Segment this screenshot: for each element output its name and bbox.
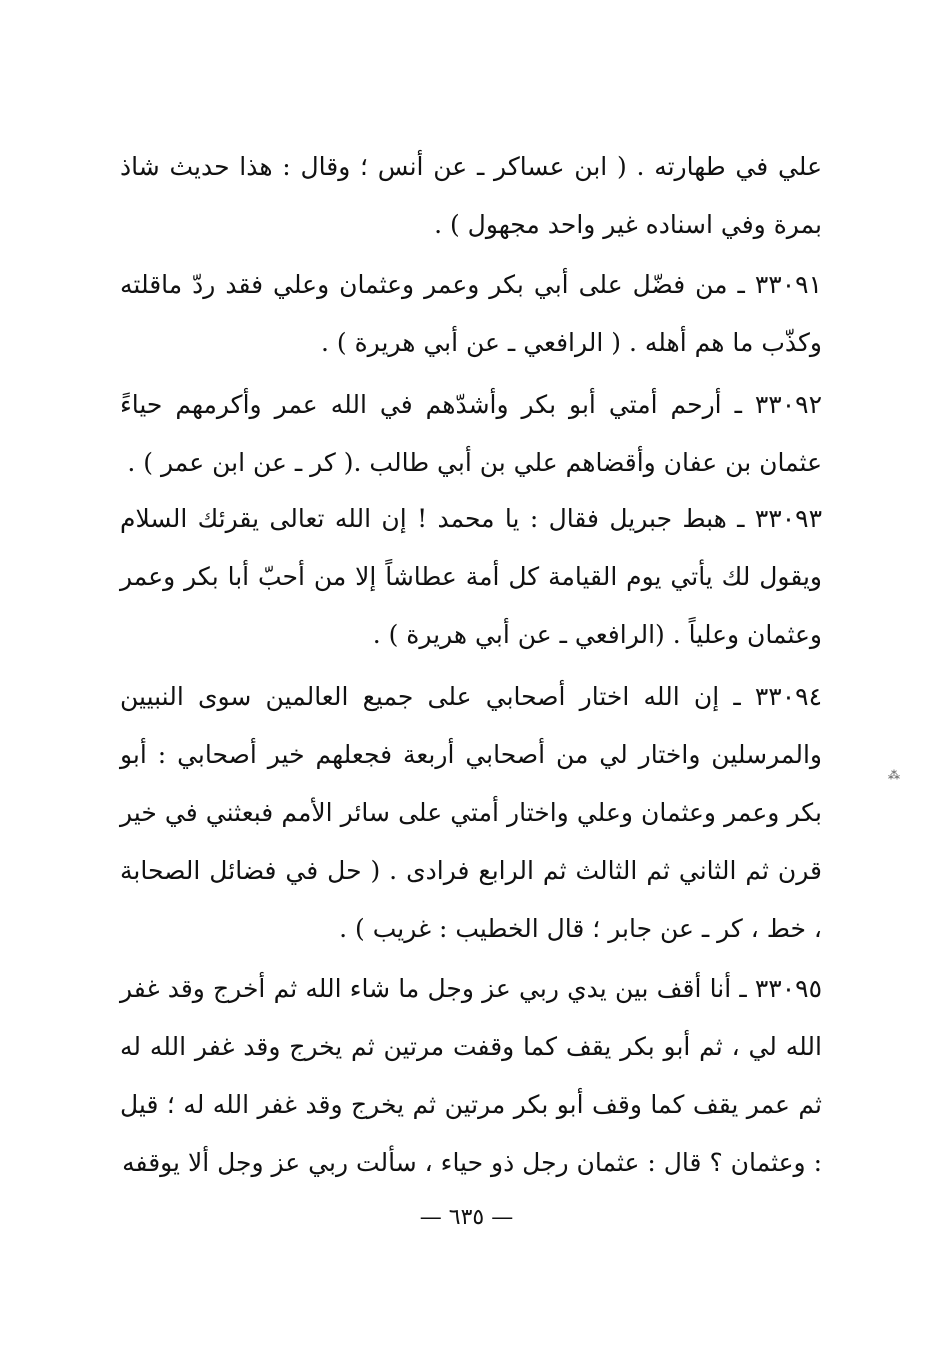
paragraph-text: ٣٣٠٩٥ ـ أنا أقف بين يدي ربي عز وجل ما شاء الله ثم أخرج وقد غفر الله لي ، ثم أبو بكر يقف كما وقفت مرتين ثم يخرج وقد غفر الله له ثم عمر يقف كما وقف أبو بكر مرتين ثم يخرج وقد غفر الله له ؛ قيل : وعثمان ؟ قال : عثمان رجل ذو حياء ، سألت ربي عز وجل ألا يوقفه <box>120 974 822 1177</box>
page-number: — ٦٣٥ — <box>419 1205 514 1230</box>
hadith-33093 <box>120 490 822 664</box>
paragraph-text: علي في طهارته . ( ابن عساكر ـ عن أنس ؛ وقال : هذا حديث شاذ بمرة وفي اسناده غير واحد مجهول ) . <box>120 152 822 239</box>
paragraph-text: ٣٣٠٩٤ ـ إن الله اختار أصحابي على جميع العالمين سوى النبيين والمرسلين واختار لي من أصحابي أربعة فجعلهم خير أصحابي : أبو بكر وعمر وعثمان وعلي واختار أمتي على سائر الأمم فبعثني في خير قرن ثم الثاني ثم الثالث ثم الرابع فرادى . ( حل في فضائل الصحابة ، خط ، كر ـ عن جابر ؛ قال الخطيب : غريب ) . <box>120 682 822 943</box>
hadith-33094 <box>120 668 822 958</box>
paragraph-intro <box>120 138 822 254</box>
paragraph-text: ٣٣٠٩٣ ـ هبط جبريل فقال : يا محمد ! إن الله تعالى يقرئك السلام ويقول لك يأتي يوم القيامة كل أمة عطاشاً إلا من أحبّ أبا بكر وعمر وعثمان وعلياً . (الرافعي ـ عن أبي هريرة ) . <box>120 504 822 649</box>
paragraph-text: ٣٣٠٩١ ـ من فضّل على أبي بكر وعمر وعثمان وعلي فقد ردّ ماقلته وكذّب ما هم أهله . ( الرافعي ـ عن أبي هريرة ) . <box>120 270 822 357</box>
hadith-33095 <box>120 960 822 1192</box>
paragraph-text: ٣٣٠٩٢ ـ أرحم أمتي أبو بكر وأشدّهم في الله عمر وأكرمهم حياءً عثمان بن عفان وأقضاهم علي بن أبي طالب .( كر ـ عن ابن عمر ) . <box>120 390 822 477</box>
hadith-33092 <box>120 376 822 492</box>
hadith-33091 <box>120 256 822 372</box>
scan-speck: ⁂ <box>888 768 900 782</box>
